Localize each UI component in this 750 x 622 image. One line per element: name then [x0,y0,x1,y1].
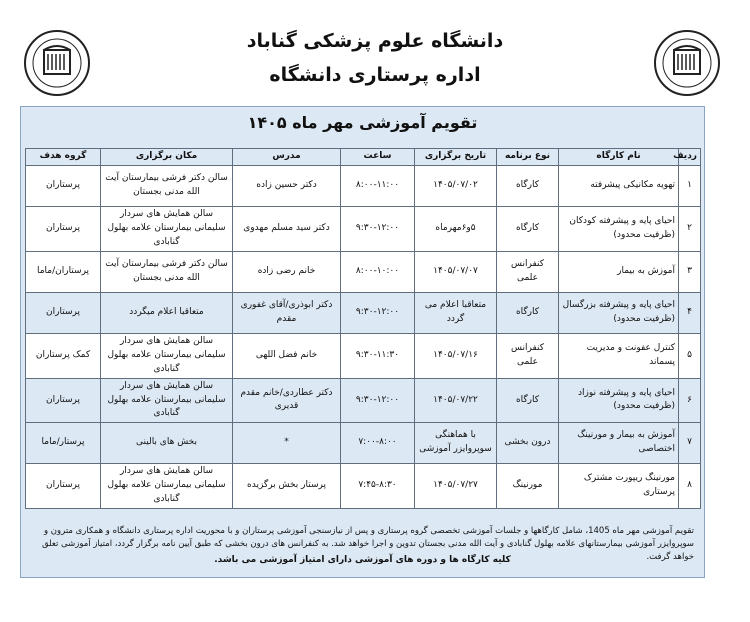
table-cell-target: پرستاران [26,165,101,206]
table-cell-date: ۱۴۰۵/۰۷/۰۷ [415,251,497,292]
table-cell-target: پرستاران [26,206,101,251]
table-cell-date: ۱۴۰۵/۰۷/۲۷ [415,464,497,509]
table-cell-place: سالن همایش های سردار سلیمانی بیمارستان علامه بهلول گنابادی [101,464,233,509]
schedule-table [25,148,701,509]
table-cell-place: سالن همایش های سردار سلیمانی بیمارستان علامه بهلول گنابادی [101,378,233,423]
table-cell-date: ۱۴۰۵/۰۷/۲۲ [415,378,497,423]
column-header: مکان برگزاری [101,149,233,166]
column-header: نوع برنامه [497,149,559,166]
table-cell-teacher: دکتر سید مسلم مهدوی [233,206,341,251]
table-cell-date: با هماهنگی سوپروایزر آموزشی [415,423,497,464]
department-title: اداره پرستاری دانشگاه [269,64,481,86]
table-cell-type: کارگاه [497,292,559,333]
column-header: نام کارگاه [559,149,679,166]
table-row [26,251,701,292]
table-cell-time: ۷:۰۰-۸:۰۰ [341,423,415,464]
table-cell-target: کمک پرستاران [26,333,101,378]
table-cell-place: متعاقبا اعلام میگردد [101,292,233,333]
table-cell-teacher: دکتر ابوذری/آقای غفوری مقدم [233,292,341,333]
table-cell-idx: ۶ [679,378,701,423]
table-row [26,206,701,251]
column-header: گروه هدف [26,149,101,166]
table-cell-date: ۵و۶مهرماه [415,206,497,251]
table-cell-teacher: دکتر حسین زاده [233,165,341,206]
table-cell-name: آموزش به بیمار و مورنینگ اختصاصی [559,423,679,464]
table-cell-teacher: دکتر عطاردی/خانم مقدم قدیری [233,378,341,423]
table-cell-time: ۷:۴۵-۸:۳۰ [341,464,415,509]
footnote: تقویم آموزشی مهر ماه 1405، شامل کارگاهها و جلسات آموزشی تخصصی گروه پرستاری و پس از نیازسنجی آموزشی پرستاران و با محوریت اداره پرستاری دانشگاه و همکاری مترون و سوپروایزر آموزشی بیمارستانهای علامه بهلول گنابادی و آیت الله مدنی بجستان تدوین و اجرا خواهد شد. به کنفرانس های درون بخشی که طبق آیین نامه برگزار گردد، امتیاز آموزشی تعلق خواهد گرفت. [41,526,694,563]
table-row [26,464,701,509]
table-cell-time: ۹:۳۰-۱۲:۰۰ [341,378,415,423]
table-cell-teacher: خانم رضی زاده [233,251,341,292]
table-cell-idx: ۷ [679,423,701,464]
table-row [26,165,701,206]
table-cell-type: کارگاه [497,378,559,423]
table-cell-date: ۱۴۰۵/۰۷/۰۲ [415,165,497,206]
table-cell-type: درون بخشی [497,423,559,464]
table-row [26,423,701,464]
table-cell-idx: ۸ [679,464,701,509]
table-cell-idx: ۳ [679,251,701,292]
university-title: دانشگاه علوم پزشکی گناباد [246,30,504,52]
column-header: تاریخ برگزاری [415,149,497,166]
table-cell-teacher: خانم فضل اللهی [233,333,341,378]
footnote-bold: کلیه کارگاه ها و دوره های آموزشی دارای امتیاز آموزشی می باشد. [214,555,511,565]
table-row [26,333,701,378]
table-cell-place: سالن دکتر فرشی بیمارستان آیت الله مدنی بجستان [101,251,233,292]
table-row [26,378,701,423]
column-header: ردیف [679,149,701,166]
table-cell-idx: ۱ [679,165,701,206]
table-cell-time: ۹:۳۰-۱۲:۰۰ [341,206,415,251]
plan-title: تقویم آموزشی مهر ماه ۱۴۰۵ [247,113,478,132]
table-cell-name: کنترل عفونت و مدیریت پسماند [559,333,679,378]
table-cell-target: پرستاران [26,292,101,333]
table-cell-type: کنفرانس علمی [497,251,559,292]
table-cell-date: متعاقبا اعلام می گردد [415,292,497,333]
table-cell-name: مورنینگ ریپورت مشترک پرستاری [559,464,679,509]
table-cell-name: احیای پایه و پیشرفته بزرگسال (ظرفیت محدود) [559,292,679,333]
table-cell-teacher: * [233,423,341,464]
table-cell-time: ۸:۰۰-۱۰:۰۰ [341,251,415,292]
table-cell-idx: ۲ [679,206,701,251]
table-cell-idx: ۵ [679,333,701,378]
table-cell-time: ۸:۰۰-۱۱:۰۰ [341,165,415,206]
header [0,0,750,110]
table-cell-place: سالن همایش های سردار سلیمانی بیمارستان علامه بهلول گنابادی [101,206,233,251]
table-cell-name: آموزش به بیمار [559,251,679,292]
table-cell-place: سالن همایش های سردار سلیمانی بیمارستان علامه بهلول گنابادی [101,333,233,378]
table-cell-date: ۱۴۰۵/۰۷/۱۶ [415,333,497,378]
table-row [26,292,701,333]
schedule-panel [20,106,705,578]
table-cell-time: ۹:۳۰-۱۲:۰۰ [341,292,415,333]
table-header-row [26,149,701,166]
table-cell-type: مورنینگ [497,464,559,509]
table-cell-name: احیای پایه و پیشرفته کودکان (ظرفیت محدود) [559,206,679,251]
table-cell-name: احیای پایه و پیشرفته نوزاد (ظرفیت محدود) [559,378,679,423]
table-cell-target: پرستار/ماما [26,423,101,464]
table-cell-place: سالن دکتر فرشی بیمارستان آیت الله مدنی بجستان [101,165,233,206]
table-cell-time: ۹:۳۰-۱۱:۳۰ [341,333,415,378]
table-cell-teacher: پرستار بخش برگزیده [233,464,341,509]
column-header: مدرس [233,149,341,166]
table-cell-idx: ۴ [679,292,701,333]
table-cell-type: کارگاه [497,206,559,251]
table-cell-target: پرستاران [26,464,101,509]
table-cell-type: کنفرانس علمی [497,333,559,378]
table-cell-type: کارگاه [497,165,559,206]
table-cell-target: پرستاران [26,378,101,423]
table-cell-target: پرستاران/ماما [26,251,101,292]
table-cell-name: تهویه مکانیکی پیشرفته [559,165,679,206]
table-cell-place: بخش های بالینی [101,423,233,464]
column-header: ساعت [341,149,415,166]
